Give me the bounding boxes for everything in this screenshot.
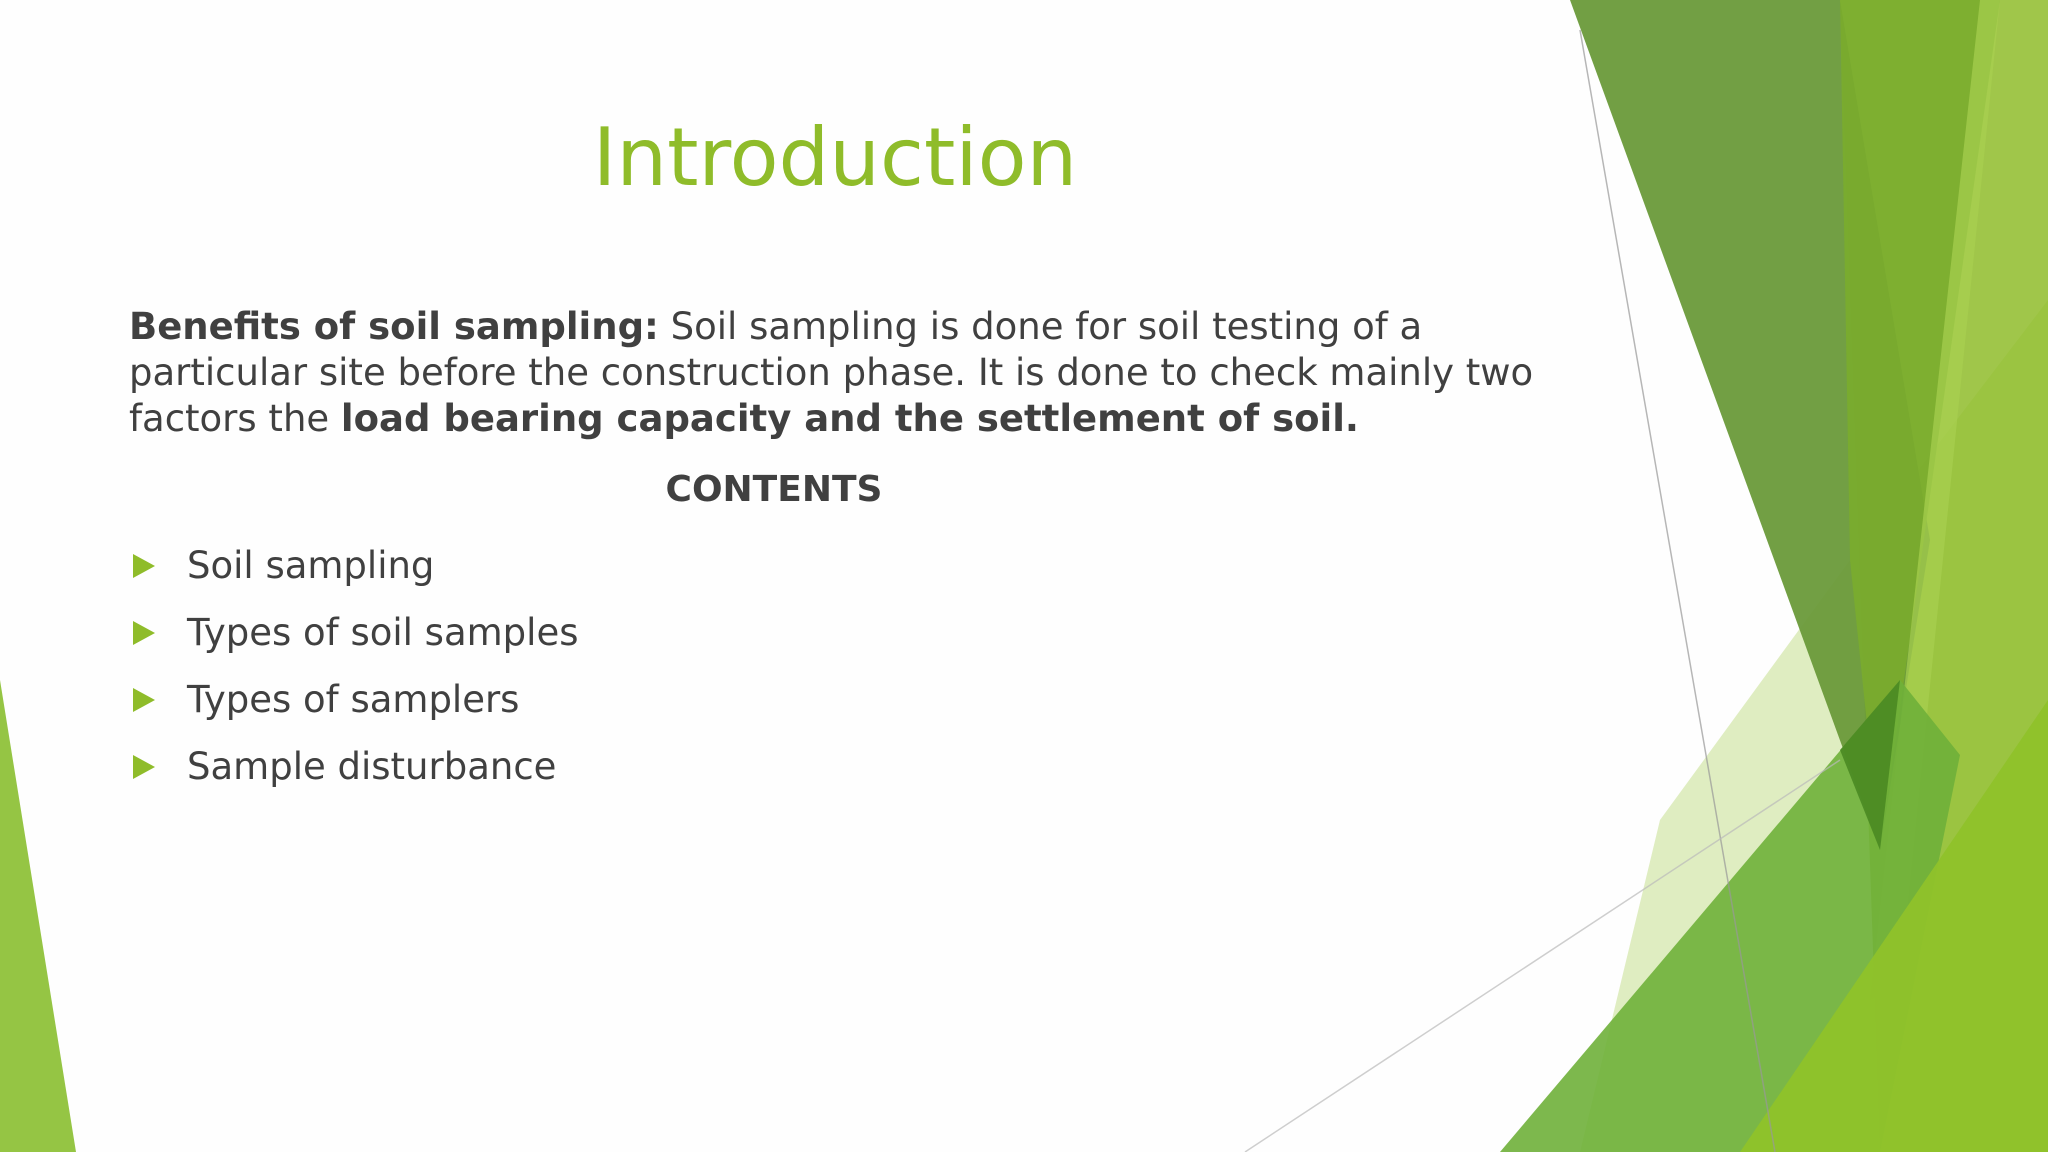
contents-list [129,532,578,800]
list-item-label: Types of samplers [187,678,520,721]
left-green-sliver [0,680,76,1152]
list-item-label: Soil sampling [187,544,435,587]
list-item-label: Types of soil samples [187,611,579,654]
contents-heading: CONTENTS [665,469,883,510]
triangle-right-icon [133,755,155,779]
slide-title: Introduction [592,111,1078,204]
intro-lead: Benefits of soil sampling: [129,305,659,348]
list-item [129,599,578,666]
list-item [129,733,578,800]
list-item [129,532,578,599]
triangle-right-icon [133,688,155,712]
list-item [129,666,578,733]
intro-paragraph [129,304,1569,442]
triangle-right-icon [133,554,155,578]
list-item-label: Sample disturbance [187,745,557,788]
intro-text: Soil sampling is done for soil testing of a particular site before the construction phase. It is done to check mainly two factors the [129,305,1534,440]
intro-tail: load bearing capacity and the settlement of soil. [340,397,1359,440]
triangle-right-icon [133,621,155,645]
